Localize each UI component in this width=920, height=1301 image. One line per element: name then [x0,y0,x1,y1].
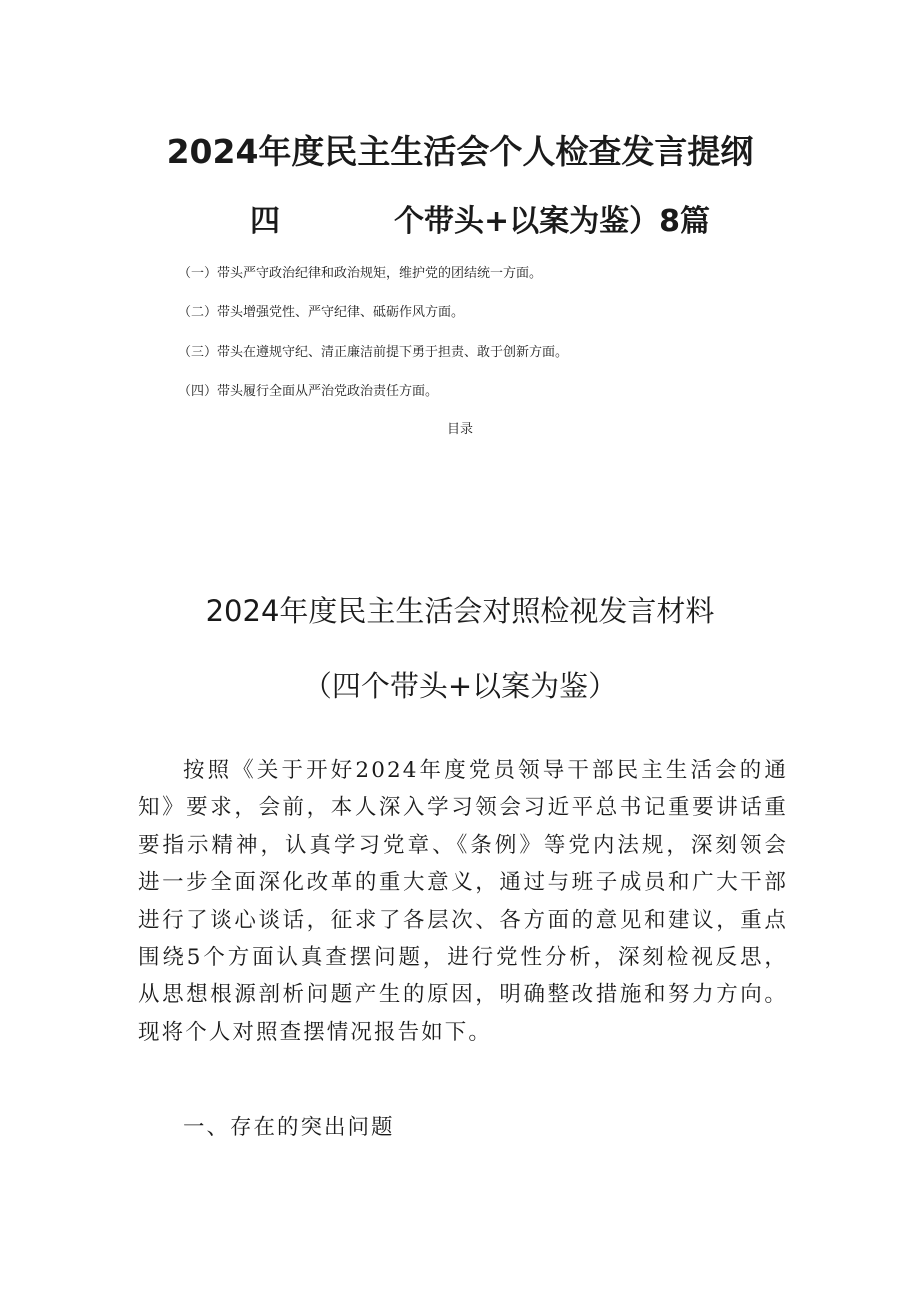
article-title-line1: 2024年度民主生活会对照检视发言材料 [205,594,715,628]
document-title-line2: 个带头+以案为鉴）8篇 [394,204,711,239]
article-title-line2: （四个带头+以案为鉴） [302,669,618,703]
toc-item: （二）带头增强党性、严守纪律、砥砺作风方面。 [178,305,465,320]
document-title-line2-prefix: 四 [250,204,280,239]
toc-item: （一）带头严守政治纪律和政治规矩，维护党的团结统一方面。 [178,266,543,281]
toc-label: 目录 [446,422,473,437]
section-heading: 一、存在的突出问题 [183,1115,395,1140]
toc-item: （三）带头在遵规守纪、清正廉洁前提下勇于担责、敢于创新方面。 [178,345,569,360]
toc-item: （四）带头履行全面从严治党政治责任方面。 [178,384,439,399]
document-title-line1: 2024年度民主生活会个人检查发言提纲 [166,132,754,171]
intro-paragraph: 按照《关于开好2024年度党员领导干部民主生活会的通知》要求，会前，本人深入学习领会习近平总书记重要讲话重要指示精神，认真学习党章、《条例》等党内法规，深刻领会进一步全面深化改革的重大意义，通过与班子成员和广大干部进行了谈心谈话，征求了各层次、各方面的意见和建议，重点围绕5个方面认真查摆问题，进行党性分析，深刻检视反思，从思想根源剖析问题产生的原因，明确整改措施和努力方向。现将个人对照查摆情况报告如下。 [138,758,788,1045]
